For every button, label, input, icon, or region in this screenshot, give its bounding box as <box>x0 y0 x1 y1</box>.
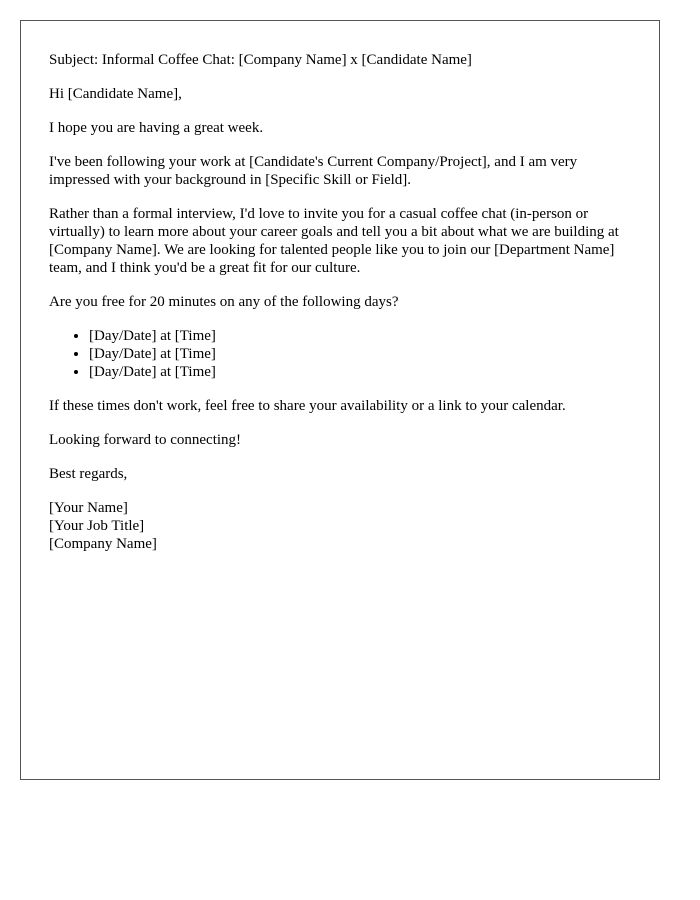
time-option: • [Day/Date] at [Time] <box>89 363 631 381</box>
time-option: • [Day/Date] at [Time] <box>89 327 631 345</box>
paragraph-availability-question: Are you free for 20 minutes on any of the following days? <box>49 294 399 310</box>
paragraph-invitation: Rather than a formal interview, I'd love to invite you for a casual coffee chat (in-person or virtually) to learn more about your career goals and tell you a bit about what we are building at [Company Name]. We are looking for talented people like you to join our [Department Name] team, and I think you'd be a great fit for our culture. <box>49 206 619 276</box>
subject-line: Subject: Informal Coffee Chat: [Company Name] x [Candidate Name] <box>49 52 472 68</box>
letter-container <box>20 20 660 780</box>
paragraph-following-work: I've been following your work at [Candidate's Current Company/Project], and I am very impressed with your background in [Specific Skill or Field]. <box>49 154 578 188</box>
signature-company: [Company Name] <box>49 536 157 552</box>
greeting: Hi [Candidate Name], <box>49 86 182 102</box>
closing: Best regards, <box>49 466 128 482</box>
signature-job-title: [Your Job Title] <box>49 518 145 534</box>
paragraph-opening: I hope you are having a great week. <box>49 120 264 136</box>
time-options-list <box>49 327 631 381</box>
paragraph-looking-forward: Looking forward to connecting! <box>49 432 242 448</box>
time-option: • [Day/Date] at [Time] <box>89 345 631 363</box>
paragraph-alternative-times: If these times don't work, feel free to share your availability or a link to your calendar. <box>49 398 566 414</box>
signature-block <box>49 499 631 553</box>
signature-name: [Your Name] <box>49 500 128 516</box>
